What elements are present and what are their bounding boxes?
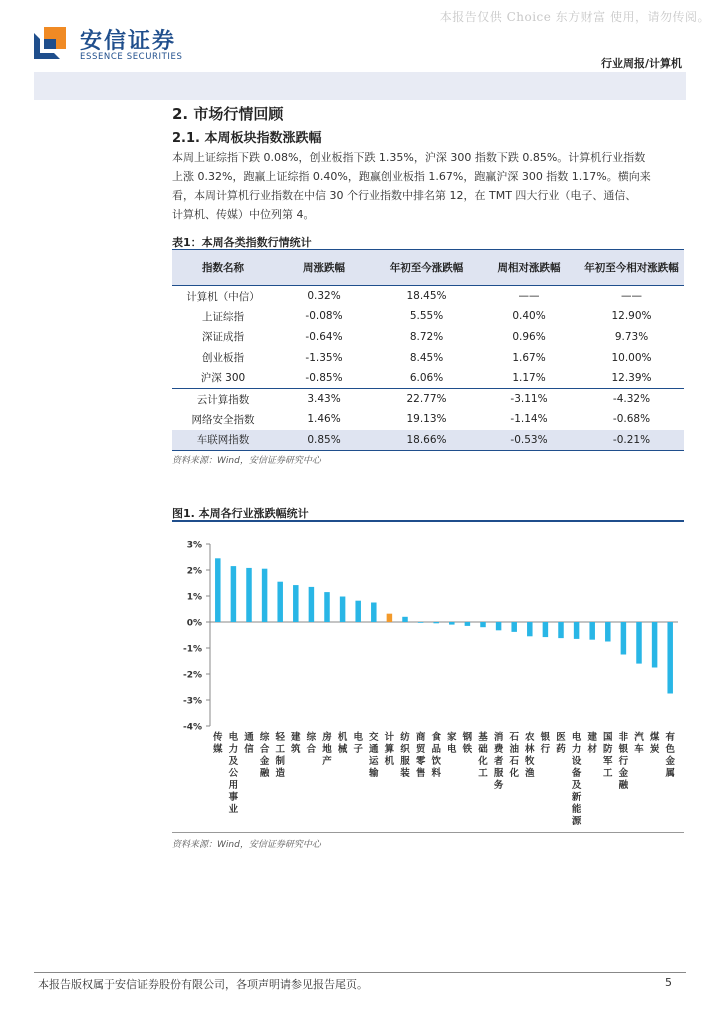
table-cell: 18.45% — [406, 290, 447, 303]
table-cell: 8.72% — [409, 330, 444, 343]
bar-非银行金融 — [621, 622, 627, 655]
x-tick-label: 汽车 — [634, 732, 644, 755]
figure-bottom-rule — [172, 832, 684, 833]
bar-计算机 — [387, 614, 393, 622]
x-tick-label: 综合 — [306, 732, 317, 755]
table-cell: 3.43% — [307, 393, 341, 406]
table-cell: 12.39% — [611, 371, 652, 384]
x-tick-label: 电力设备及新能源 — [571, 732, 582, 827]
table-cell: 云计算指数 — [196, 393, 250, 406]
bar-传媒 — [215, 558, 221, 622]
bar-家电 — [449, 622, 455, 625]
table-header-cell: 周涨跌幅 — [303, 261, 345, 274]
x-tick-label: 建筑 — [291, 732, 301, 755]
table-cell: 9.73% — [614, 330, 649, 343]
x-tick-label: 综合金融 — [259, 732, 270, 779]
table-cell: -0.08% — [305, 310, 343, 323]
y-tick-label: 1% — [186, 592, 202, 603]
table-cell: -1.35% — [305, 351, 343, 364]
figure-source: 资料来源：Wind，安信证券研究中心 — [172, 840, 321, 850]
page-number: 5 — [665, 976, 672, 989]
brand-name-en: ESSENCE SECURITIES — [80, 52, 183, 62]
bar-综合金融 — [262, 569, 268, 622]
section-subtitle: 2.1. 本周板块指数涨跌幅 — [172, 131, 322, 146]
table-row — [172, 347, 684, 368]
bar-钢铁 — [465, 622, 471, 626]
section-title: 2. 市场行情回顾 — [172, 105, 284, 123]
table-cell: 0.96% — [512, 330, 546, 343]
x-tick-label: 消费者服务 — [493, 732, 504, 791]
table-header-cell: 年初至今相对涨跌幅 — [584, 261, 679, 274]
x-tick-label: 机械 — [337, 732, 348, 755]
table-cell: 1.67% — [512, 351, 546, 364]
x-tick-label: 非银行金融 — [618, 732, 629, 791]
table-header-cell: 周相对涨跌幅 — [497, 261, 561, 274]
bar-消费者服务 — [496, 622, 502, 630]
table-cell: 计算机（中信） — [186, 290, 260, 303]
bar-建筑 — [293, 585, 299, 622]
table-cell: -0.53% — [510, 433, 548, 446]
table-cell: 创业板指 — [202, 352, 244, 365]
table-cell: -1.14% — [510, 413, 548, 426]
report-type: 行业周报/计算机 — [600, 57, 682, 70]
figure-top-rule — [172, 520, 684, 522]
table-cell: 车联网指数 — [196, 434, 250, 447]
table-title: 表1：本周各类指数行情统计 — [172, 236, 312, 249]
bar-农林牧渔 — [527, 622, 533, 636]
footer-rule — [34, 972, 686, 973]
x-tick-label: 银行 — [540, 732, 551, 755]
bar-交通运输 — [371, 603, 377, 623]
brand-logo — [34, 27, 68, 61]
x-tick-label: 食品饮料 — [431, 732, 441, 779]
table-cell: 0.40% — [512, 310, 546, 323]
x-tick-label: 农林牧渔 — [525, 732, 535, 779]
bar-轻工制造 — [277, 582, 283, 622]
y-tick-label: -2% — [182, 670, 202, 681]
bar-煤炭 — [652, 622, 658, 668]
bar-食品饮料 — [433, 622, 439, 623]
table-cell: 12.90% — [611, 310, 652, 323]
table-cell: -0.64% — [305, 330, 343, 343]
x-tick-label: 计算机 — [384, 732, 395, 767]
table-cell: 6.06% — [409, 371, 444, 384]
table-cell: 深证成指 — [202, 331, 244, 344]
bar-基础化工 — [480, 622, 486, 627]
paragraph-line: 本周上证综指下跌 0.08%，创业板指下跌 1.35%，沪深 300 指数下跌 0.85%。计算机行业指数 — [172, 151, 646, 164]
x-tick-label: 轻工制造 — [275, 732, 285, 779]
x-tick-label: 电力及公用事业 — [228, 732, 239, 815]
x-tick-label: 通信 — [244, 732, 254, 755]
table-cell: -0.68% — [612, 413, 651, 426]
y-tick-label: 2% — [186, 566, 202, 577]
bar-通信 — [246, 568, 252, 622]
table-cell: 8.45% — [409, 351, 444, 364]
table-cell: 19.13% — [406, 413, 447, 426]
industry-bar-chart — [172, 526, 684, 830]
x-tick-label: 钢铁 — [462, 732, 473, 755]
table-cell: 1.17% — [512, 371, 546, 384]
y-tick-label: -4% — [182, 722, 202, 733]
bar-医药 — [558, 622, 564, 638]
footer-disclaimer: 本报告版权属于安信证券股份有限公司，各项声明请参见报告尾页。 — [38, 978, 368, 991]
bar-银行 — [543, 622, 549, 637]
x-tick-label: 煤炭 — [649, 732, 660, 755]
bar-国防军工 — [605, 622, 611, 642]
table-cell: 10.00% — [611, 351, 652, 364]
table-cell: 沪深 300 — [200, 372, 246, 385]
table-cell: 1.46% — [307, 413, 341, 426]
bar-建材 — [589, 622, 595, 640]
watermark: 本报告仅供 Choice 东方财富 使用，请勿传阅。 — [439, 10, 710, 24]
table-cell: 5.55% — [409, 310, 444, 323]
table-cell: 0.85% — [307, 433, 341, 446]
x-tick-label: 医药 — [556, 732, 566, 755]
table-row — [172, 430, 684, 451]
bar-房地产 — [324, 592, 330, 622]
x-tick-label: 房地产 — [322, 732, 332, 767]
table-header-cell: 年初至今涨跌幅 — [389, 261, 464, 274]
table-source: 资料来源：Wind，安信证券研究中心 — [172, 456, 321, 466]
x-tick-label: 石油石化 — [509, 732, 519, 779]
table-row — [172, 286, 684, 307]
paragraph-line: 看，本周计算机行业指数在中信 30 个行业指数中排名第 12，在 TMT 四大行业（电子、通信、 — [172, 189, 637, 202]
x-tick-label: 家电 — [447, 732, 457, 755]
section-paragraph — [172, 148, 688, 224]
x-tick-label: 商贸零售 — [415, 732, 426, 779]
table-header-cell: 指数名称 — [202, 261, 244, 274]
table-cell: -3.11% — [510, 393, 548, 406]
y-tick-label: -1% — [182, 644, 202, 655]
table-row — [172, 327, 684, 348]
table-cell: 上证综指 — [202, 310, 244, 323]
table-cell: —— — [621, 290, 642, 303]
header-band — [34, 72, 686, 100]
bar-商贸零售 — [418, 622, 424, 623]
y-tick-label: -3% — [182, 696, 202, 707]
bar-有色金属 — [667, 622, 673, 694]
bar-电力设备及新能源 — [574, 622, 580, 639]
table-row — [172, 306, 684, 327]
bar-电力及公用事业 — [231, 566, 237, 622]
brand-name-cn: 安信证券 — [80, 29, 177, 54]
table-cell: 0.32% — [307, 290, 341, 303]
table-cell: 22.77% — [406, 393, 447, 406]
paragraph-line: 上涨 0.32%，跑赢上证综指 0.40%，跑赢创业板指 1.67%，跑赢沪深 300 指数 1.17%。横向来 — [172, 170, 651, 183]
x-tick-label: 国防军工 — [603, 732, 613, 779]
table-cell: -0.21% — [612, 433, 651, 446]
bar-纺织服装 — [402, 617, 408, 622]
table-row — [172, 368, 684, 389]
x-tick-label: 纺织服装 — [400, 732, 410, 779]
table-cell: -4.32% — [612, 393, 651, 406]
bar-综合 — [309, 587, 315, 622]
table-header-row — [172, 250, 684, 286]
x-tick-label: 基础化工 — [478, 732, 488, 779]
x-tick-label: 建材 — [587, 732, 597, 755]
x-tick-label: 电子 — [353, 732, 363, 755]
table-row — [172, 409, 684, 430]
index-table — [172, 249, 684, 451]
figure-title: 图1. 本周各行业涨跌幅统计 — [172, 507, 309, 520]
table-cell: -0.85% — [305, 371, 343, 384]
y-tick-label: 3% — [186, 540, 202, 551]
paragraph-line: 计算机、传媒）中位列第 4。 — [172, 208, 315, 221]
x-tick-label: 传媒 — [213, 732, 223, 755]
bar-电子 — [355, 601, 361, 622]
table-row — [172, 388, 684, 409]
table-cell: —— — [518, 290, 540, 303]
x-tick-label: 有色金属 — [665, 732, 675, 779]
y-tick-label: 0% — [186, 618, 202, 629]
bar-石油石化 — [511, 622, 517, 632]
x-tick-label: 交通运输 — [369, 732, 379, 779]
table-cell: 18.66% — [406, 433, 447, 446]
bar-机械 — [340, 597, 346, 622]
bar-汽车 — [636, 622, 642, 664]
table-cell: 网络安全指数 — [191, 413, 255, 426]
